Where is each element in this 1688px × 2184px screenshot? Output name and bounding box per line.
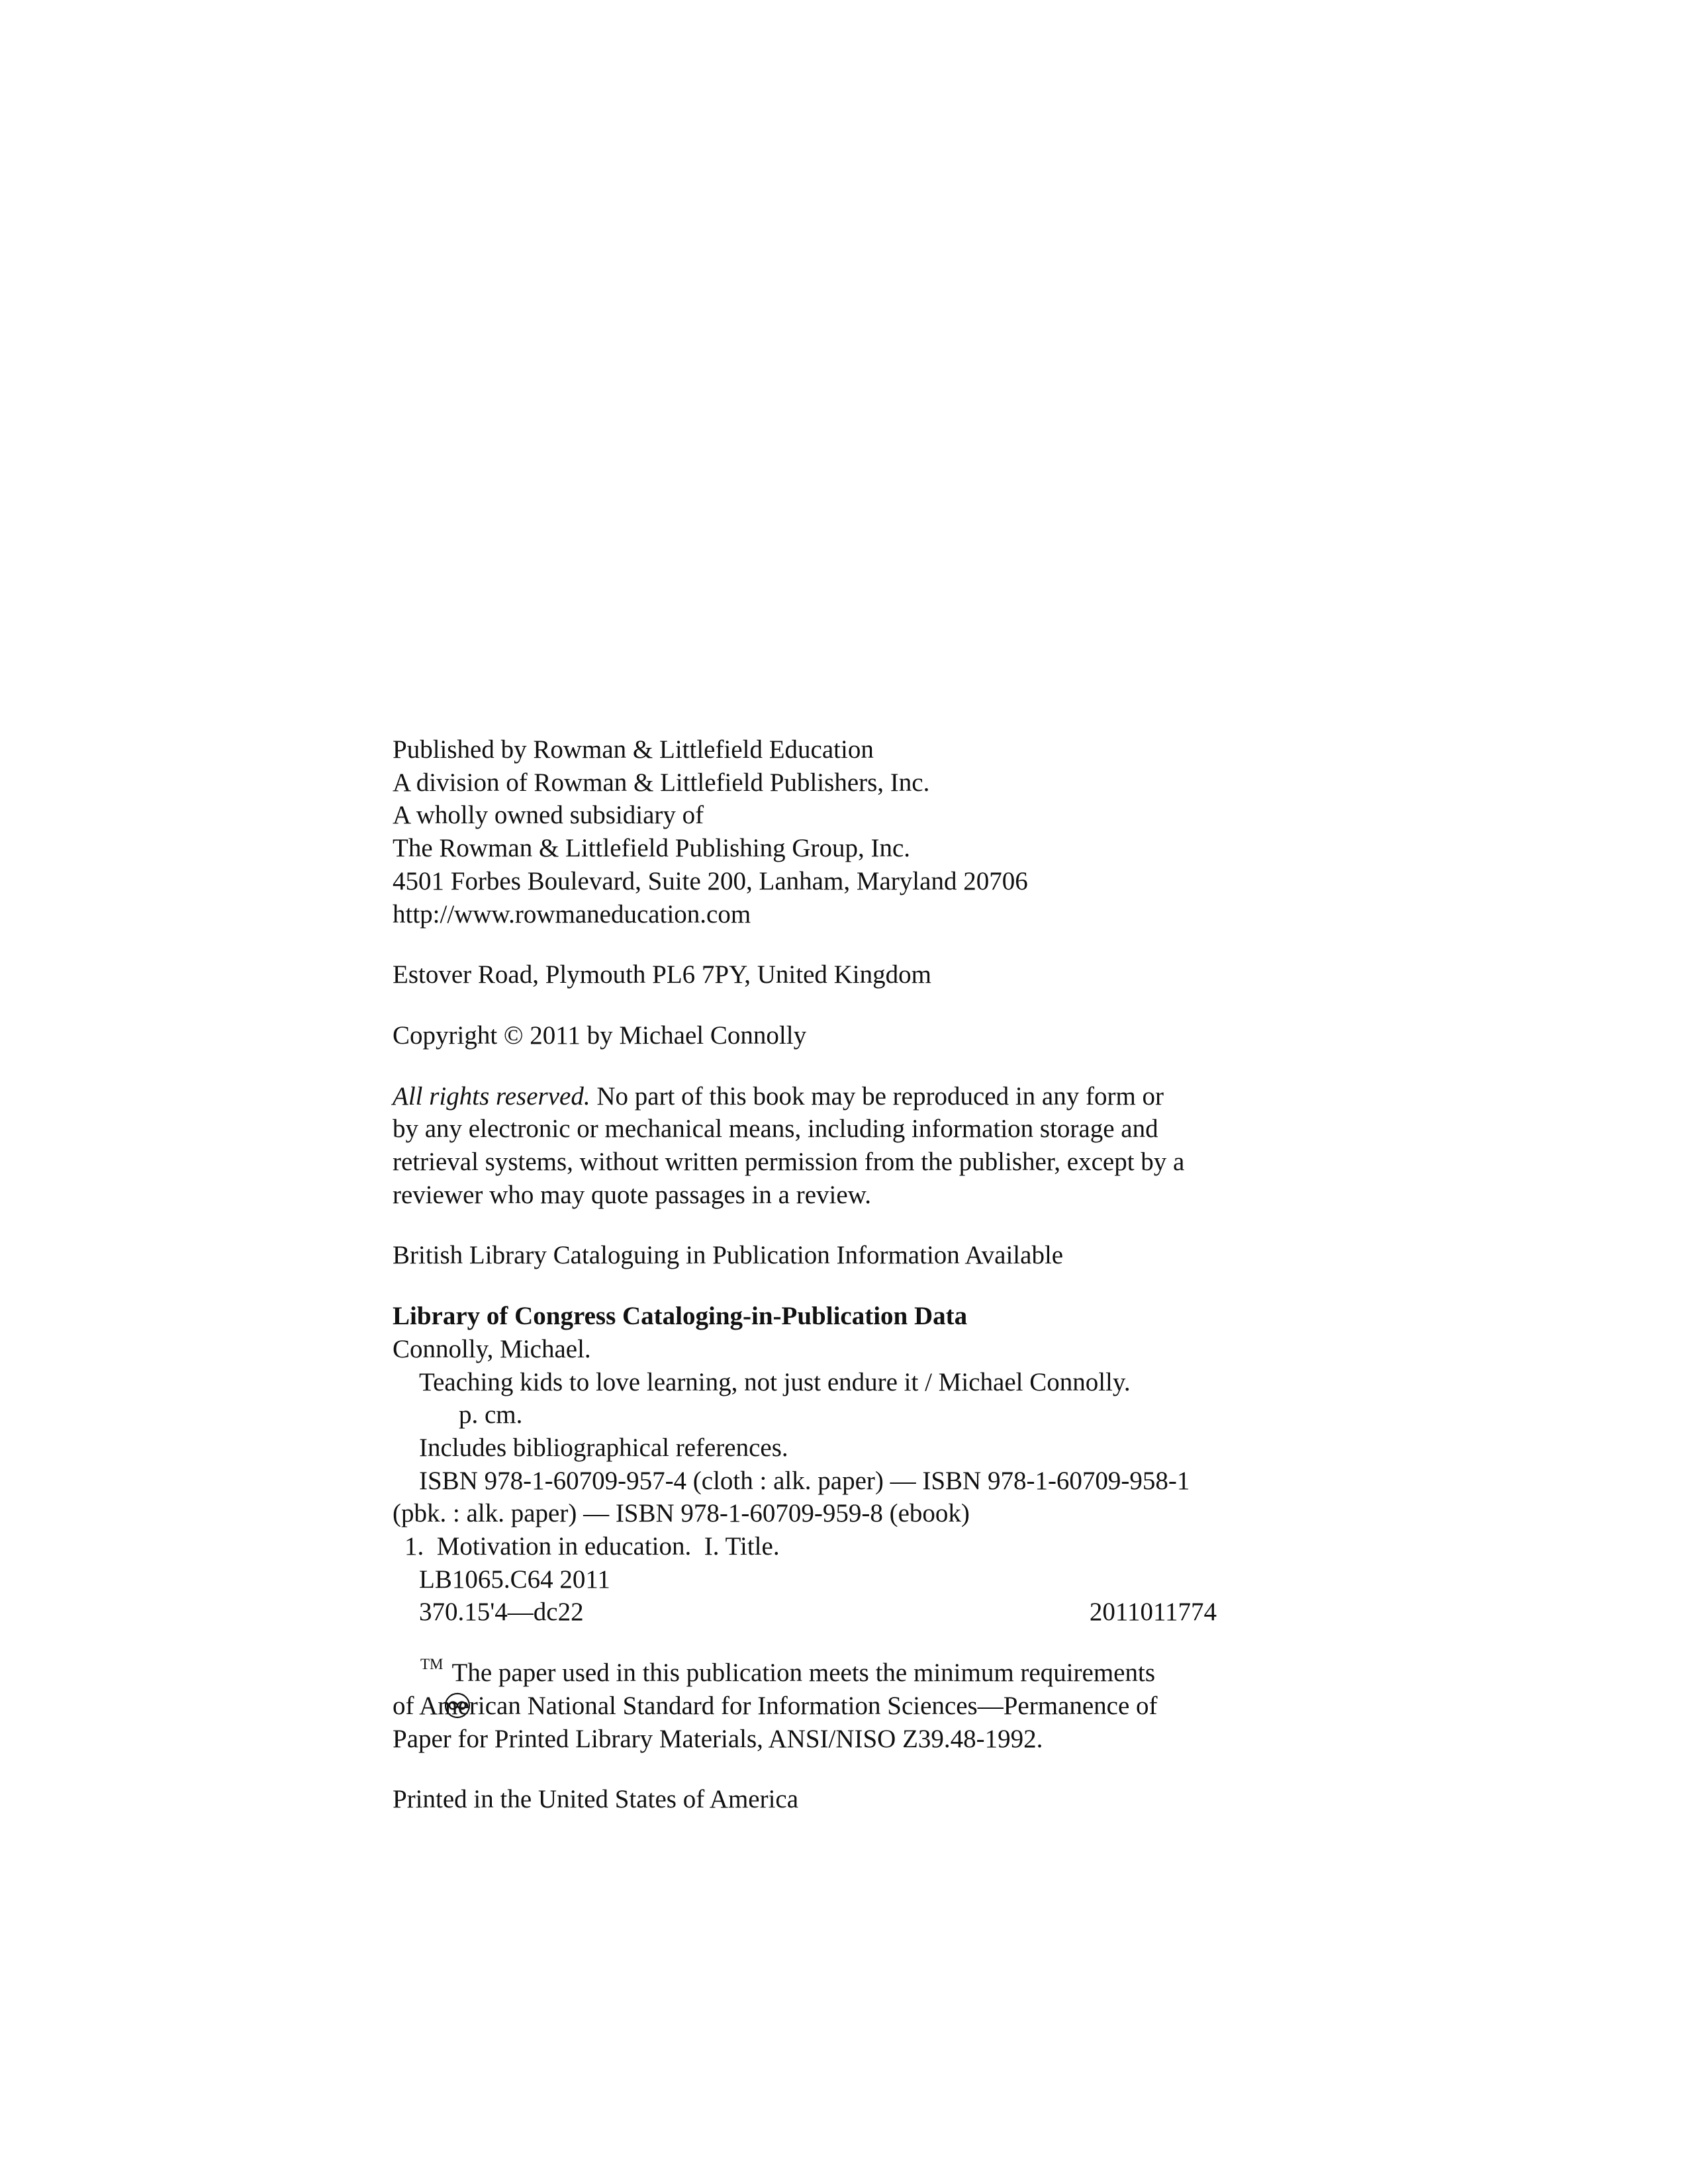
rights-line: by any electronic or mechanical means, including information storage and xyxy=(393,1115,1158,1144)
paper-line xyxy=(393,1657,1253,1690)
cip-lc-class: LB1065.C64 2011 xyxy=(419,1565,610,1594)
cip-pages: p. cm. xyxy=(459,1400,523,1430)
cip-block xyxy=(393,1300,1253,1629)
publisher-line: Published by Rowman & Littlefield Education xyxy=(393,735,874,764)
publisher-block xyxy=(393,733,1253,931)
rights-line: reviewer who may quote passages in a review. xyxy=(393,1180,872,1209)
cip-classification-row xyxy=(393,1596,1217,1629)
rights-paragraph xyxy=(393,1080,1253,1212)
publisher-url: http://www.rowmaneducation.com xyxy=(393,899,751,929)
paper-line: Paper for Printed Library Materials, ANSI/NISO Z39.48-1992. xyxy=(393,1724,1043,1753)
rights-line xyxy=(393,1080,1253,1113)
cip-dewey: 370.15'4—dc22 xyxy=(419,1598,584,1627)
infinity-icon xyxy=(393,1659,419,1686)
trademark-superscript: TM xyxy=(420,1656,444,1673)
paper-statement xyxy=(393,1657,1253,1755)
paper-line: of American National Standard for Information Sciences—Permanence of xyxy=(393,1691,1158,1720)
copyright-notice: Copyright © 2011 by Michael Connolly xyxy=(393,1021,807,1050)
publisher-line: The Rowman & Littlefield Publishing Group, Inc. xyxy=(393,834,911,863)
cip-isbn-line: (pbk. : alk. paper) — ISBN 978-1-60709-959-8 (ebook) xyxy=(393,1499,970,1528)
rights-line-rest: No part of this book may be reproduced in any form or xyxy=(590,1081,1164,1111)
rights-line: retrieval systems, without written permission from the publisher, except by a xyxy=(393,1148,1185,1177)
cip-title: Teaching kids to love learning, not just endure it / Michael Connolly. xyxy=(419,1367,1131,1396)
rights-lead: All rights reserved. xyxy=(393,1081,590,1111)
cip-lccn: 2011011774 xyxy=(1089,1598,1217,1627)
printed-in: Printed in the United States of America xyxy=(393,1785,799,1814)
publisher-line: A wholly owned subsidiary of xyxy=(393,801,704,830)
cip-isbn-line: ISBN 978-1-60709-957-4 (cloth : alk. paper) — ISBN 978-1-60709-958-1 xyxy=(419,1466,1190,1495)
copyright-page xyxy=(393,733,1253,1816)
cip-author: Connolly, Michael. xyxy=(393,1334,591,1363)
paper-line-text: The paper used in this publication meets the minimum requirements xyxy=(451,1659,1156,1688)
cip-subjects: 1. Motivation in education. I. Title. xyxy=(404,1532,780,1561)
cip-notes: Includes bibliographical references. xyxy=(419,1433,788,1462)
publisher-address: 4501 Forbes Boulevard, Suite 200, Lanham, Maryland 20706 xyxy=(393,866,1028,895)
cip-heading: Library of Congress Cataloging-in-Publication Data xyxy=(393,1302,968,1331)
british-library-notice: British Library Cataloguing in Publication Information Available xyxy=(393,1241,1064,1270)
uk-address: Estover Road, Plymouth PL6 7PY, United Kingdom xyxy=(393,960,931,989)
publisher-line: A division of Rowman & Littlefield Publishers, Inc. xyxy=(393,768,930,797)
